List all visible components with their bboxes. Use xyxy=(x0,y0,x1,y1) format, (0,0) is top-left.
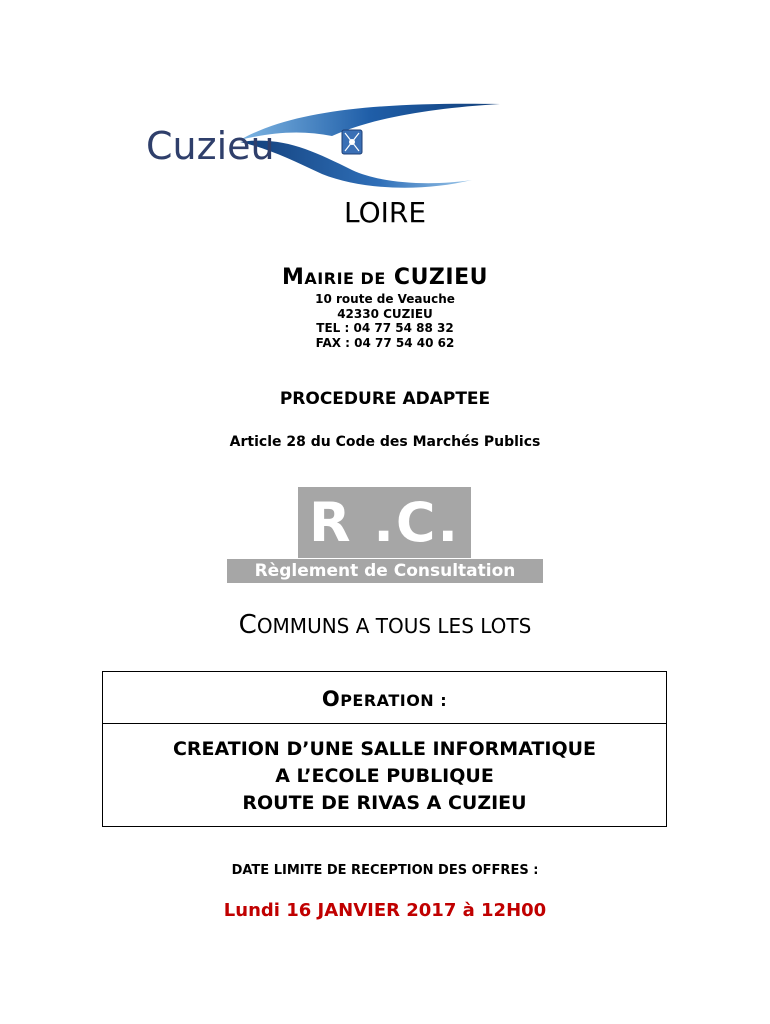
rc-title: R .C. xyxy=(298,487,471,558)
address-tel: TEL : 04 77 54 88 32 xyxy=(316,321,454,335)
operation-line: ROUTE DE RIVAS A CUZIEU xyxy=(242,792,527,814)
mairie-rest: AIRIE DE xyxy=(304,269,386,288)
communs-rest: OMMUNS A TOUS LES LOTS xyxy=(256,614,532,638)
mairie-name: CUZIEU xyxy=(393,265,488,290)
operation-header xyxy=(103,672,666,724)
address-street: 10 route de Veauche xyxy=(315,292,455,306)
deadline-label: DATE LIMITE DE RECEPTION DES OFFRES : xyxy=(231,863,539,878)
operation-line: A L’ECOLE PUBLIQUE xyxy=(275,765,494,787)
deadline-value: Lundi 16 JANVIER 2017 à 12H00 xyxy=(223,900,547,921)
address-city: 42330 CUZIEU xyxy=(337,307,433,321)
operation-line: CREATION D’UNE SALLE INFORMATIQUE xyxy=(172,738,597,760)
communs-title xyxy=(0,610,770,640)
procedure-title: PROCEDURE ADAPTEE xyxy=(279,389,491,409)
rc-subtitle: Règlement de Consultation xyxy=(227,559,543,583)
address-fax: FAX : 04 77 54 40 62 xyxy=(315,336,455,350)
mairie-first-cap: M xyxy=(282,265,305,290)
article-reference: Article 28 du Code des Marchés Publics xyxy=(229,434,541,450)
operation-first-cap: O xyxy=(321,687,341,711)
communs-first-cap: C xyxy=(238,610,257,640)
operation-description xyxy=(103,736,666,817)
logo-wordmark: Cuzieu xyxy=(146,124,275,168)
operation-head-rest: PERATION : xyxy=(340,691,448,710)
mairie-title xyxy=(0,265,770,290)
region-title: LOIRE xyxy=(343,196,427,229)
cuzieu-logo-icon xyxy=(232,100,542,192)
operation-table xyxy=(102,671,667,827)
